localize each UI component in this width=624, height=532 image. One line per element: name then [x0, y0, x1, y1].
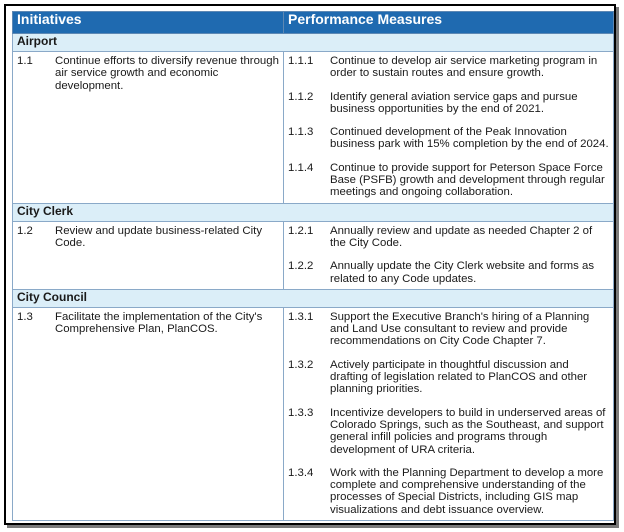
measure-text: Actively participate in thoughtful discussion and drafting of legislation related to PlanCOS and other planning priorities. [330, 358, 588, 396]
initiative-cell [13, 307, 284, 520]
initiative-item [17, 311, 279, 336]
initiative-text: Review and update business-related City Code. [55, 224, 263, 249]
table-row [13, 52, 614, 204]
measure-number: 1.2.1 [288, 224, 314, 237]
measures-cell [284, 52, 614, 204]
measure-item [288, 126, 609, 151]
initiative-cell [13, 221, 284, 289]
measures-cell [284, 307, 614, 520]
measure-number: 1.1.2 [288, 90, 314, 103]
section-title-city-council: City Council [13, 289, 614, 307]
initiative-cell [13, 52, 284, 204]
measure-item [288, 407, 609, 456]
measure-number: 1.3.3 [288, 406, 314, 419]
measure-text: Incentivize developers to build in underserved areas of Colorado Springs, such as the Southeast, and support general infill policies and programs through development of URA criteria. [330, 406, 606, 456]
measure-item [288, 162, 609, 199]
section-row [13, 34, 614, 52]
section-title-airport: Airport [13, 34, 614, 52]
section-title-city-clerk: City Clerk [13, 203, 614, 221]
measure-number: 1.1.1 [288, 55, 314, 67]
initiatives-header: Initiatives [13, 12, 284, 34]
measure-text: Work with the Planning Department to develop a more complete and comprehensive understanding of the processes of Special Districts, including GIS map visualizations and debt issuance overview. [330, 466, 604, 516]
initiative-item [17, 55, 279, 92]
measure-number: 1.1.4 [288, 161, 314, 174]
initiative-number: 1.1 [17, 55, 33, 67]
table-header-row [13, 12, 614, 34]
measure-item [288, 55, 609, 80]
initiative-item [17, 225, 279, 250]
measure-number: 1.1.3 [288, 126, 314, 139]
measure-item [288, 311, 609, 348]
initiatives-table [12, 11, 614, 521]
measure-text: Continue to develop air service marketing program in order to sustain routes and ensure growth. [330, 55, 598, 80]
initiative-number: 1.3 [17, 310, 33, 323]
measure-number: 1.3.4 [288, 466, 314, 479]
measure-number: 1.3.1 [288, 310, 314, 323]
measure-text: Continued development of the Peak Innovation business park with 15% completion by the end of 2024. [330, 126, 609, 151]
measure-text: Annually review and update as needed Chapter 2 of the City Code. [330, 224, 593, 249]
table-row [13, 307, 614, 520]
measure-text: Annually update the City Clerk website and forms as related to any Code updates. [330, 260, 595, 285]
table-row [13, 221, 614, 289]
document-frame [4, 4, 616, 525]
measure-item [288, 467, 609, 516]
measure-item [288, 225, 609, 250]
measure-text: Continue to provide support for Peterson Space Force Base (PSFB) growth and development through regular meetings and ongoing collaboration. [330, 161, 605, 199]
initiative-text: Facilitate the implementation of the City's Comprehensive Plan, PlanCOS. [55, 310, 263, 336]
measure-item [288, 91, 609, 116]
initiative-text: Continue efforts to diversify revenue through air service growth and economic development. [55, 55, 279, 92]
measure-item [288, 260, 609, 285]
measure-item [288, 359, 609, 396]
measure-text: Support the Executive Branch's hiring of a Planning and Land Use consultant to review and provide recommendations on City Code Chapter 7. [330, 310, 590, 348]
measure-number: 1.3.2 [288, 358, 314, 371]
performance-measures-header: Performance Measures [284, 12, 614, 34]
measure-text: Identify general aviation service gaps and pursue business opportunities by the end of 2021. [330, 90, 578, 115]
section-row [13, 289, 614, 307]
section-row [13, 203, 614, 221]
measures-cell [284, 221, 614, 289]
initiative-number: 1.2 [17, 224, 33, 237]
measure-number: 1.2.2 [288, 260, 314, 273]
